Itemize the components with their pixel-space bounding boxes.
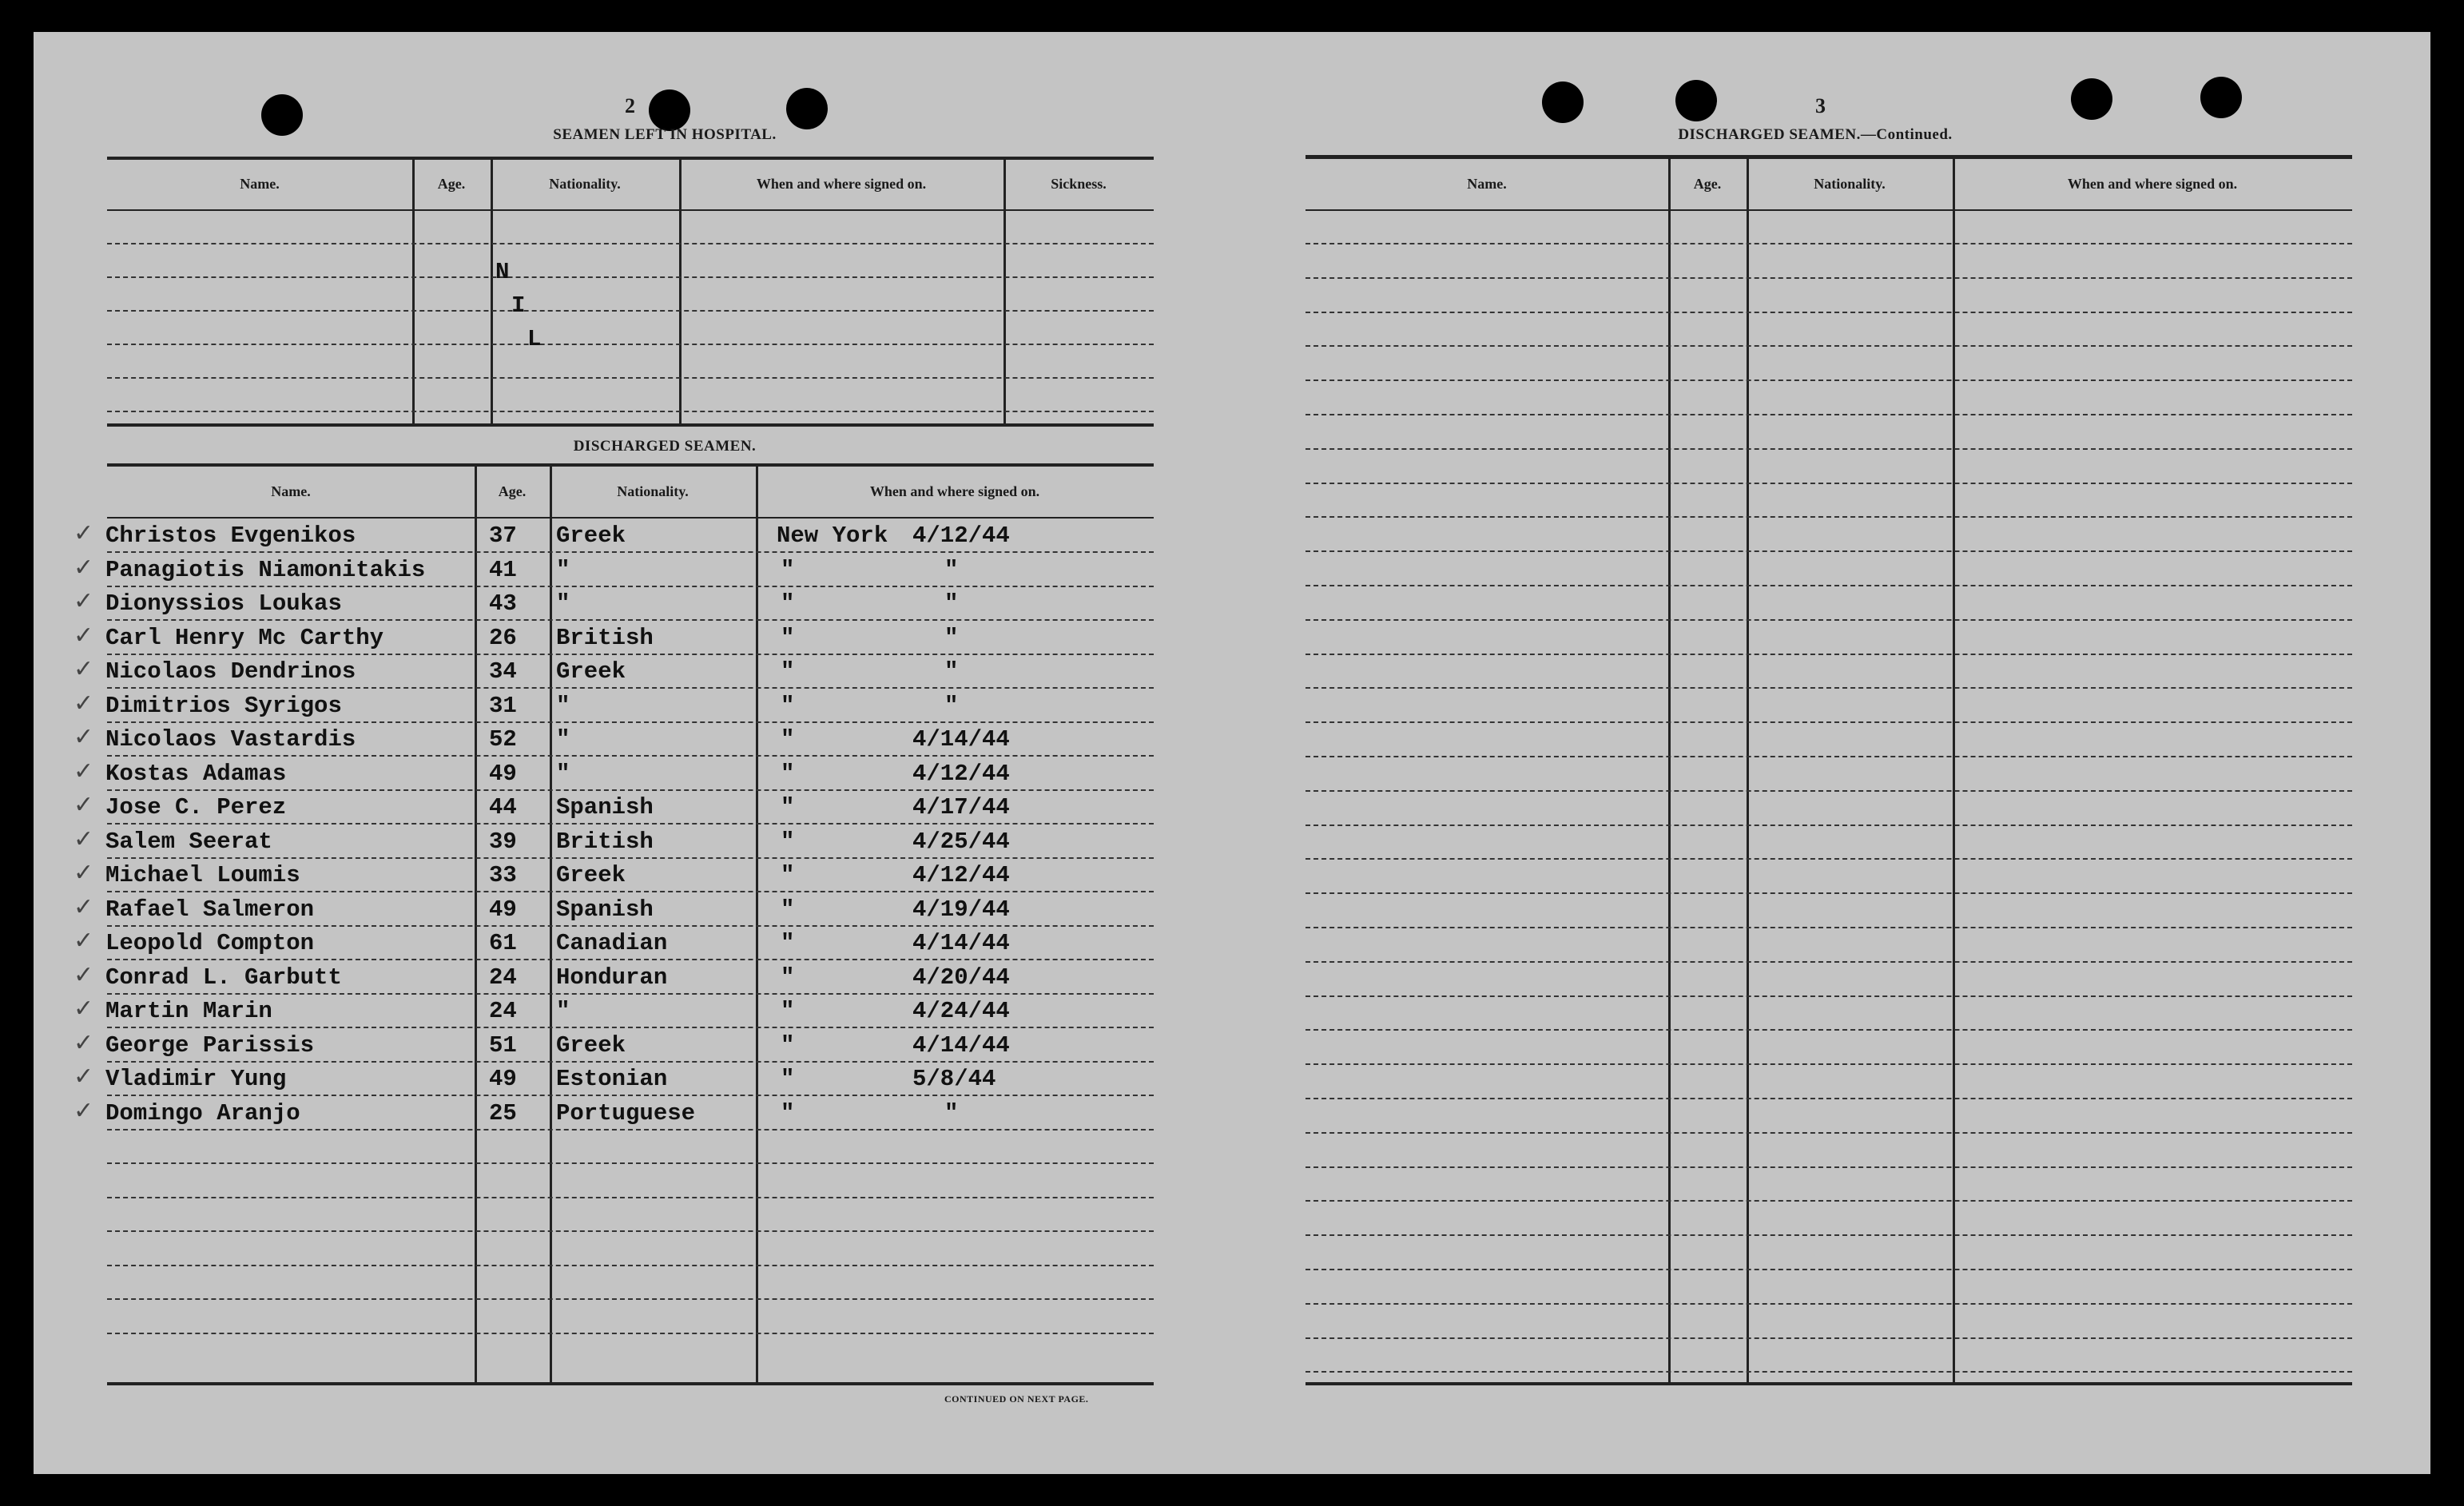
signed-on-date: " (944, 658, 959, 685)
signed-on-date: 5/8/44 (912, 1066, 996, 1092)
seaman-age: 49 (489, 760, 517, 787)
ruled-line (107, 243, 1154, 244)
signed-on-place: " (781, 624, 795, 651)
seaman-nationality: Estonian (556, 1066, 668, 1092)
seaman-nationality: Honduran (556, 964, 668, 991)
signed-on-place: " (781, 896, 795, 923)
table-row (34, 689, 1154, 725)
signed-on-date: " (944, 692, 959, 719)
signed-on-date: 4/19/44 (912, 896, 1010, 923)
ruled-line (1306, 1063, 2352, 1065)
ruled-line (1306, 825, 2352, 826)
hospital-col-header: Name. (240, 176, 280, 192)
punch-hole (2200, 77, 2242, 118)
seaman-age: 49 (489, 896, 517, 923)
seaman-nationality: British (556, 828, 654, 855)
punch-hole (1542, 81, 1584, 123)
table-row (34, 757, 1154, 793)
left-page-number: 2 (625, 94, 635, 117)
signed-on-date: " (944, 1099, 959, 1127)
seaman-name: Nicolaos Vastardis (105, 726, 356, 753)
table-row (34, 927, 1154, 962)
seaman-age: 39 (489, 828, 517, 855)
seaman-age: 61 (489, 930, 517, 956)
discharged-col-header: Name. (271, 483, 311, 499)
table-row (34, 825, 1154, 860)
check-mark-icon: ✓ (74, 859, 94, 887)
ruled-line (1306, 756, 2352, 757)
ruled-line (107, 1162, 1154, 1164)
seaman-name: Carl Henry Mc Carthy (105, 624, 384, 651)
table-row (34, 621, 1154, 657)
seaman-age: 31 (489, 692, 517, 719)
seaman-name: Michael Loumis (105, 862, 300, 888)
seaman-age: 41 (489, 556, 517, 583)
table-row (34, 892, 1154, 928)
right-page-number: 3 (1815, 94, 1826, 117)
seaman-nationality: " (556, 556, 570, 583)
table-row (34, 553, 1154, 589)
rule (1306, 1382, 2352, 1385)
seaman-name: Panagiotis Niamonitakis (105, 556, 426, 583)
seaman-age: 51 (489, 1031, 517, 1059)
ruled-line (1306, 721, 2352, 723)
check-mark-icon: ✓ (74, 1063, 94, 1091)
signed-on-date: 4/14/44 (912, 726, 1010, 753)
nil-letter-n: N (495, 259, 510, 285)
ruled-line (107, 411, 1154, 412)
signed-on-place: " (781, 1099, 795, 1127)
seaman-nationality: Greek (556, 523, 626, 549)
ruled-line (1306, 1234, 2352, 1236)
rule (107, 463, 1154, 467)
hospital-col-header: Sickness. (1051, 176, 1107, 192)
ruled-line (107, 377, 1154, 379)
ruled-line (1306, 790, 2352, 792)
seaman-age: 43 (489, 590, 517, 617)
column-divider (1668, 159, 1671, 1382)
check-mark-icon: ✓ (74, 825, 94, 853)
hospital-col-header: Nationality. (549, 176, 621, 192)
signed-on-date: " (944, 590, 959, 617)
seaman-nationality: Greek (556, 658, 626, 685)
check-mark-icon: ✓ (74, 892, 94, 921)
ruled-line (1306, 379, 2352, 381)
ruled-line (1306, 1303, 2352, 1305)
signed-on-date: " (944, 624, 959, 651)
rule (1306, 155, 2352, 159)
punch-hole (2071, 78, 2112, 120)
check-mark-icon: ✓ (74, 689, 94, 717)
ruled-line (1306, 1269, 2352, 1270)
ruled-line (1306, 585, 2352, 586)
seaman-name: Conrad L. Garbutt (105, 964, 342, 991)
ruled-line (1306, 1132, 2352, 1134)
rule (107, 157, 1154, 160)
signed-on-place: " (781, 998, 795, 1024)
signed-on-place: " (781, 726, 795, 753)
ruled-line (1306, 892, 2352, 894)
discharged-col-header: Nationality. (617, 483, 689, 499)
signed-on-date: 4/25/44 (912, 828, 1010, 855)
nil-letter-l: L (527, 326, 542, 352)
table-row (34, 1096, 1154, 1132)
seaman-name: Dimitrios Syrigos (105, 692, 342, 719)
check-mark-icon: ✓ (74, 723, 94, 751)
ruled-line (1306, 312, 2352, 313)
seaman-name: Martin Marin (105, 998, 272, 1024)
signed-on-place: " (781, 760, 795, 787)
check-mark-icon: ✓ (74, 655, 94, 683)
ruled-line (1306, 414, 2352, 415)
seaman-name: Leopold Compton (105, 930, 315, 956)
table-row (34, 1028, 1154, 1064)
punch-hole (786, 88, 828, 129)
seaman-age: 52 (489, 726, 517, 753)
seaman-age: 49 (489, 1066, 517, 1092)
nil-letter-i: I (511, 292, 526, 319)
table-row (34, 723, 1154, 758)
column-divider (1953, 159, 1955, 1382)
table-row (34, 995, 1154, 1030)
rule (1306, 209, 2352, 211)
seaman-age: 24 (489, 964, 517, 991)
ruled-line (107, 276, 1154, 278)
signed-on-place: " (781, 658, 795, 685)
continued-note: CONTINUED ON NEXT PAGE. (944, 1393, 1089, 1405)
table-row (34, 655, 1154, 690)
seaman-name: Jose C. Perez (105, 794, 287, 821)
ruled-line (1306, 927, 2352, 928)
signed-on-date: 4/12/44 (912, 862, 1010, 888)
table-row (34, 791, 1154, 826)
ruled-line (1306, 654, 2352, 655)
signed-on-date: 4/14/44 (912, 1031, 1010, 1059)
seaman-age: 37 (489, 523, 517, 549)
signed-on-place: " (781, 828, 795, 855)
ruled-line (107, 1265, 1154, 1266)
table-row (34, 859, 1154, 894)
seaman-age: 34 (489, 658, 517, 685)
signed-on-place: " (781, 794, 795, 821)
ruled-line (1306, 1166, 2352, 1168)
signed-on-place: New York (777, 523, 888, 549)
ruled-line (1306, 550, 2352, 552)
signed-on-place: " (781, 692, 795, 719)
punch-hole (1675, 80, 1717, 121)
ruled-line (1306, 1029, 2352, 1031)
hospital-col-header: Age. (437, 176, 466, 192)
ruled-line (107, 344, 1154, 345)
column-divider (679, 160, 682, 423)
ruled-line (1306, 687, 2352, 689)
discharged-col-header: When and where signed on. (869, 483, 1040, 499)
hospital-title: SEAMEN LEFT IN HOSPITAL. (553, 126, 777, 143)
document-sheet (34, 32, 2430, 1474)
ruled-line (1306, 1371, 2352, 1373)
ruled-line (107, 1197, 1154, 1198)
ruled-line (107, 310, 1154, 312)
check-mark-icon: ✓ (74, 1096, 94, 1125)
seaman-age: 24 (489, 998, 517, 1024)
ruled-line (1306, 277, 2352, 279)
seaman-nationality: Spanish (556, 794, 654, 821)
seaman-name: Kostas Adamas (105, 760, 287, 787)
rule (107, 209, 1154, 211)
seaman-nationality: Portuguese (556, 1099, 696, 1127)
ruled-line (1306, 1098, 2352, 1099)
ruled-line (1306, 345, 2352, 347)
right-page-title: DISCHARGED SEAMEN.—Continued. (1678, 126, 1953, 143)
seaman-name: Nicolaos Dendrinos (105, 658, 356, 685)
signed-on-date: 4/12/44 (912, 760, 1010, 787)
seaman-nationality: " (556, 998, 570, 1024)
ruled-line (1306, 619, 2352, 621)
seaman-name: Dionyssios Loukas (105, 590, 342, 617)
seaman-nationality: Spanish (556, 896, 654, 923)
column-divider (1747, 159, 1749, 1382)
ruled-line (1306, 858, 2352, 860)
check-mark-icon: ✓ (74, 757, 94, 785)
punch-hole (261, 94, 303, 136)
seaman-nationality: " (556, 726, 570, 753)
seaman-name: Domingo Aranjo (105, 1099, 300, 1127)
seaman-age: 26 (489, 624, 517, 651)
signed-on-place: " (781, 1031, 795, 1059)
discharged-col-header: Age. (498, 483, 527, 499)
ruled-line (107, 1333, 1154, 1334)
table-row (34, 960, 1154, 996)
ruled-line (1306, 516, 2352, 518)
signed-on-date: 4/12/44 (912, 523, 1010, 549)
ruled-line (1306, 483, 2352, 484)
signed-on-place: " (781, 964, 795, 991)
seaman-name: Christos Evgenikos (105, 523, 356, 549)
seaman-nationality: Greek (556, 1031, 626, 1059)
signed-on-place: " (781, 1066, 795, 1092)
check-mark-icon: ✓ (74, 995, 94, 1023)
check-mark-icon: ✓ (74, 1028, 94, 1057)
signed-on-date: 4/20/44 (912, 964, 1010, 991)
check-mark-icon: ✓ (74, 791, 94, 819)
signed-on-place: " (781, 590, 795, 617)
seaman-name: Vladimir Yung (105, 1066, 287, 1092)
signed-on-date: 4/17/44 (912, 794, 1010, 821)
column-divider (491, 160, 493, 423)
ruled-line (1306, 1337, 2352, 1339)
seaman-age: 25 (489, 1099, 517, 1127)
column-divider (412, 160, 415, 423)
rule (107, 1382, 1154, 1385)
seaman-name: Rafael Salmeron (105, 896, 315, 923)
ruled-line (1306, 995, 2352, 997)
seaman-nationality: " (556, 760, 570, 787)
check-mark-icon: ✓ (74, 621, 94, 650)
table-row (34, 587, 1154, 622)
ruled-line (1306, 448, 2352, 450)
seaman-nationality: " (556, 692, 570, 719)
hospital-col-header: When and where signed on. (756, 176, 927, 192)
seaman-nationality: Canadian (556, 930, 668, 956)
discharged-title: DISCHARGED SEAMEN. (573, 438, 757, 455)
seaman-age: 33 (489, 862, 517, 888)
ruled-line (1306, 1200, 2352, 1202)
check-mark-icon: ✓ (74, 927, 94, 955)
check-mark-icon: ✓ (74, 587, 94, 615)
check-mark-icon: ✓ (74, 553, 94, 582)
ruled-line (107, 1298, 1154, 1300)
seaman-nationality: " (556, 590, 570, 617)
signed-on-date: " (944, 556, 959, 583)
seaman-age: 44 (489, 794, 517, 821)
seaman-name: George Parissis (105, 1031, 315, 1059)
signed-on-date: 4/24/44 (912, 998, 1010, 1024)
rule (107, 423, 1154, 427)
signed-on-place: " (781, 930, 795, 956)
right-col-header: Age. (1693, 176, 1722, 192)
check-mark-icon: ✓ (74, 960, 94, 989)
right-col-header: Name. (1467, 176, 1507, 192)
check-mark-icon: ✓ (74, 519, 94, 547)
seaman-name: Salem Seerat (105, 828, 272, 855)
punch-hole (649, 89, 690, 131)
ruled-line (107, 1230, 1154, 1232)
signed-on-place: " (781, 556, 795, 583)
right-col-header: When and where signed on. (2067, 176, 2238, 192)
table-row (34, 519, 1154, 554)
right-col-header: Nationality. (1814, 176, 1886, 192)
signed-on-place: " (781, 862, 795, 888)
rule (107, 517, 1154, 519)
column-divider (1003, 160, 1006, 423)
seaman-nationality: British (556, 624, 654, 651)
signed-on-date: 4/14/44 (912, 930, 1010, 956)
ruled-line (1306, 961, 2352, 963)
ruled-line (1306, 243, 2352, 244)
seaman-nationality: Greek (556, 862, 626, 888)
table-row (34, 1063, 1154, 1098)
